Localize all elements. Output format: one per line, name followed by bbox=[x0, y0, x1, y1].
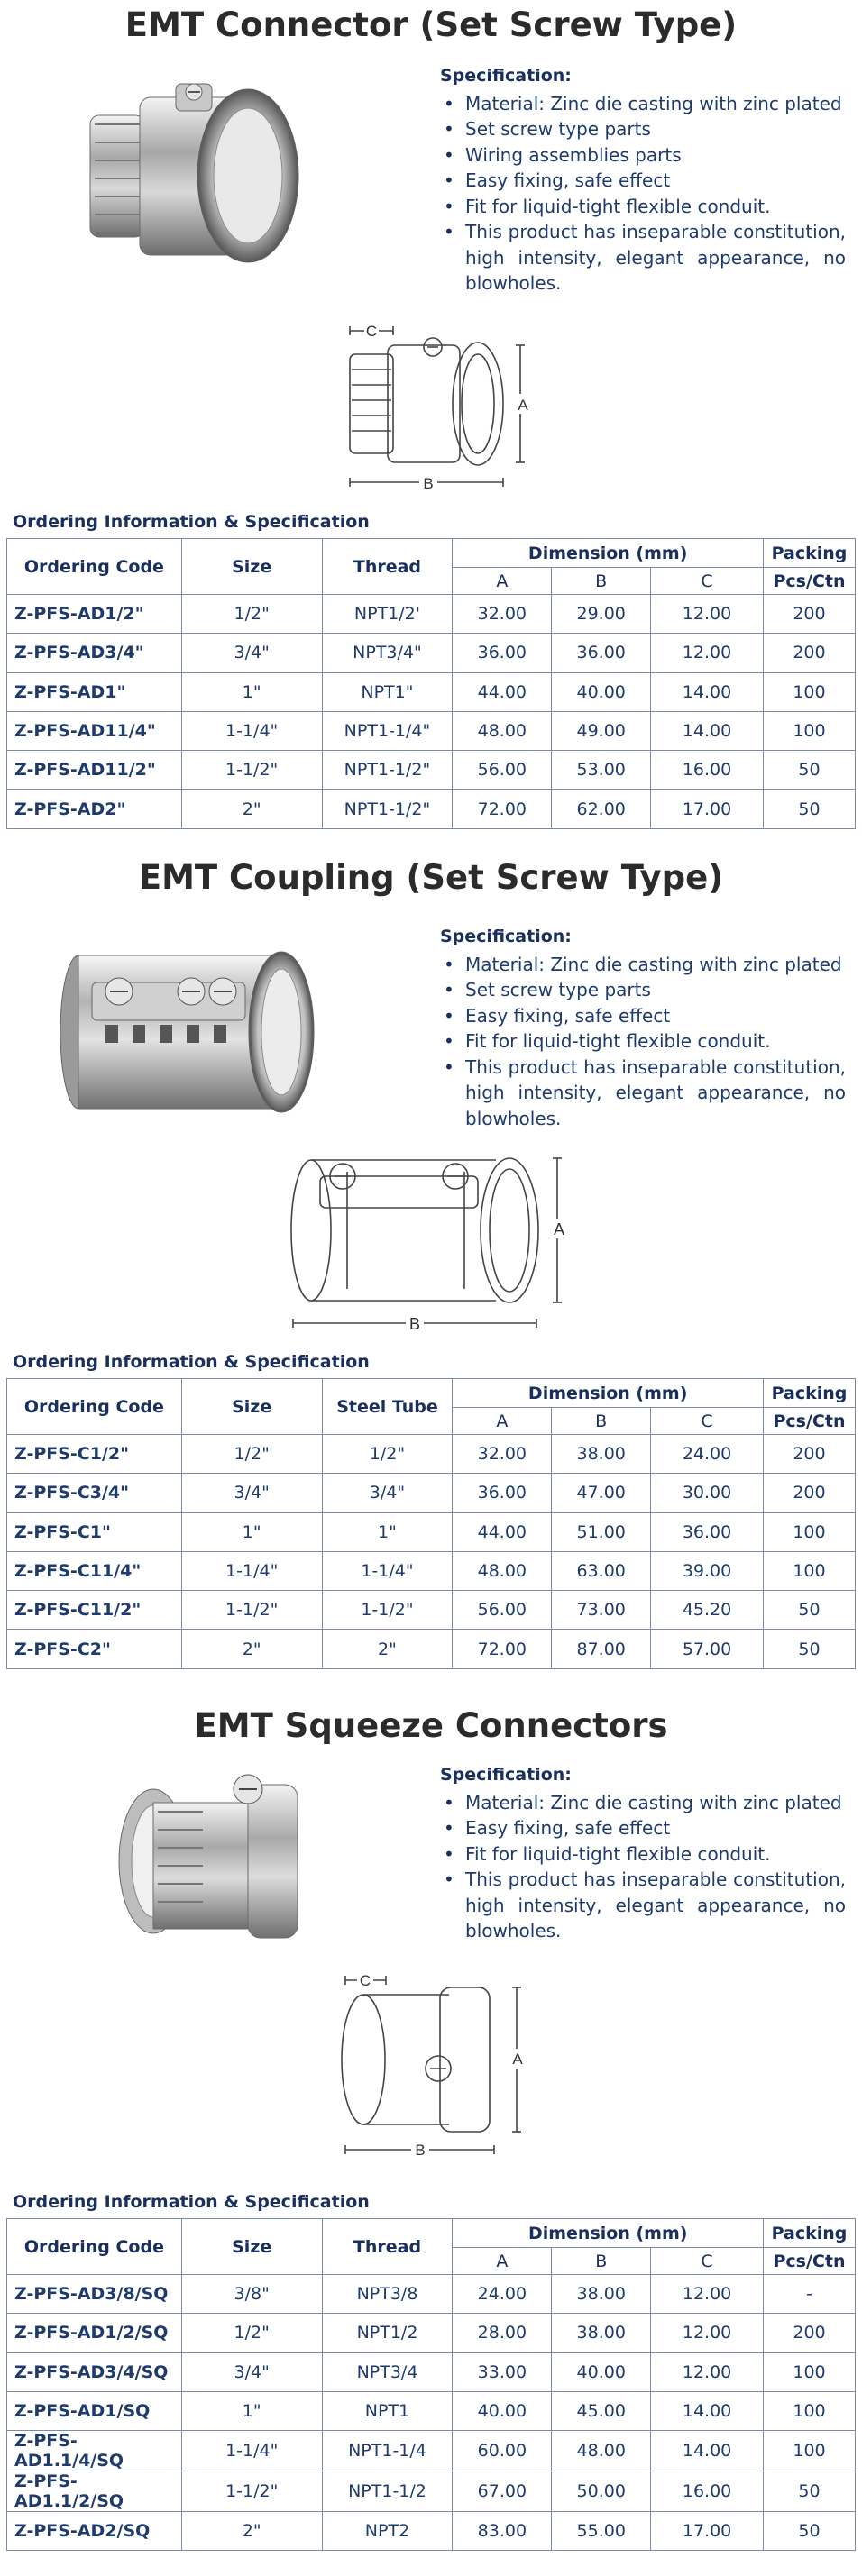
cell-packing: 200 bbox=[763, 595, 855, 634]
cell-packing: 50 bbox=[763, 1591, 855, 1630]
cell-dim-c: 16.00 bbox=[651, 751, 764, 790]
cell-dim-c: 39.00 bbox=[651, 1551, 764, 1590]
coupling-dimension-drawing bbox=[280, 1145, 577, 1343]
cell-dim-c: 12.00 bbox=[651, 2275, 764, 2314]
cell-code: Z-PFS-C3/4" bbox=[7, 1474, 182, 1512]
cell-dim-c: 12.00 bbox=[651, 634, 764, 672]
spec-item: • Easy fixing, safe effect bbox=[440, 168, 846, 194]
cell-size: 2" bbox=[181, 790, 322, 828]
table-row bbox=[7, 672, 856, 711]
cell-dim-b: 48.00 bbox=[552, 2431, 651, 2471]
cell-code: Z-PFS-AD1.1/4/SQ bbox=[7, 2431, 182, 2471]
cell-dim-a: 56.00 bbox=[453, 751, 552, 790]
cell-packing: 50 bbox=[763, 1630, 855, 1668]
ordering-table bbox=[6, 538, 856, 829]
squeeze-dimension-drawing bbox=[332, 1969, 539, 2159]
cell-packing: 200 bbox=[763, 1474, 855, 1512]
spec-heading: Specification: bbox=[440, 66, 572, 86]
cell-packing: 100 bbox=[763, 2431, 855, 2471]
spec-item: • Material: Zinc die casting with zinc plated bbox=[440, 952, 846, 978]
header-size: Size bbox=[181, 2219, 322, 2275]
cell-steel-tube: 1-1/2" bbox=[322, 1591, 453, 1630]
table-row bbox=[7, 1630, 856, 1668]
cell-code: Z-PFS-AD1.1/2/SQ bbox=[7, 2471, 182, 2512]
cell-dim-b: 40.00 bbox=[552, 672, 651, 711]
header-packing: Packing bbox=[763, 1379, 855, 1408]
dim-a-label: A bbox=[512, 2051, 523, 2068]
cell-dim-c: 16.00 bbox=[651, 2471, 764, 2512]
cell-steel-tube: 2" bbox=[322, 1630, 453, 1668]
cell-code: Z-PFS-AD1/2" bbox=[7, 595, 182, 634]
cell-dim-b: 55.00 bbox=[552, 2512, 651, 2551]
spec-heading: Specification: bbox=[440, 927, 572, 946]
cell-code: Z-PFS-AD2/SQ bbox=[7, 2512, 182, 2551]
cell-dim-b: 29.00 bbox=[552, 595, 651, 634]
cell-steel-tube: 3/4" bbox=[322, 1474, 453, 1512]
header-dim-c: C bbox=[651, 568, 764, 595]
cell-thread: NPT1-1/4 bbox=[322, 2431, 453, 2471]
order-heading: Ordering Information & Specification bbox=[13, 2192, 370, 2212]
section-title: EMT Coupling (Set Screw Type) bbox=[138, 858, 724, 897]
connector-dimension-drawing bbox=[334, 320, 541, 500]
spec-item: • Easy fixing, safe effect bbox=[440, 1815, 846, 1841]
header-dim-a: A bbox=[453, 1408, 552, 1435]
cell-dim-b: 38.00 bbox=[552, 2275, 651, 2314]
cell-size: 2" bbox=[181, 1630, 322, 1668]
cell-packing: 50 bbox=[763, 2512, 855, 2551]
table-row bbox=[7, 1474, 856, 1512]
spec-item: • Fit for liquid-tight flexible conduit. bbox=[440, 1841, 846, 1868]
table-row bbox=[7, 1591, 856, 1630]
header-packing-unit: Pcs/Ctn bbox=[763, 2248, 855, 2275]
cell-dim-b: 38.00 bbox=[552, 2314, 651, 2352]
cell-code: Z-PFS-AD1/2/SQ bbox=[7, 2314, 182, 2352]
cell-size: 1-1/2" bbox=[181, 1591, 322, 1630]
cell-size: 1/2" bbox=[181, 595, 322, 634]
dim-c-label: C bbox=[365, 323, 378, 340]
cell-code: Z-PFS-AD11/4" bbox=[7, 711, 182, 750]
cell-dim-c: 36.00 bbox=[651, 1512, 764, 1551]
table-row bbox=[7, 2352, 856, 2391]
dim-a-label: A bbox=[518, 397, 528, 414]
cell-dim-b: 87.00 bbox=[552, 1630, 651, 1668]
cell-thread: NPT1" bbox=[322, 672, 453, 711]
cell-packing: 50 bbox=[763, 2471, 855, 2512]
table-row bbox=[7, 1435, 856, 1474]
cell-steel-tube: 1/2" bbox=[322, 1435, 453, 1474]
cell-thread: NPT1/2' bbox=[322, 595, 453, 634]
header-ordering-code: Ordering Code bbox=[7, 2219, 182, 2275]
header-ordering-code: Ordering Code bbox=[7, 539, 182, 595]
order-heading: Ordering Information & Specification bbox=[13, 1352, 370, 1372]
cell-thread: NPT1-1/2 bbox=[322, 2471, 453, 2512]
section-title: EMT Squeeze Connectors bbox=[194, 1706, 668, 1745]
spec-item: • Wiring assemblies parts bbox=[440, 142, 846, 169]
table-row bbox=[7, 2314, 856, 2352]
header-dim-c: C bbox=[651, 1408, 764, 1435]
cell-dim-b: 40.00 bbox=[552, 2352, 651, 2391]
cell-packing: 100 bbox=[763, 711, 855, 750]
cell-thread: NPT1/2 bbox=[322, 2314, 453, 2352]
cell-dim-c: 14.00 bbox=[651, 2391, 764, 2430]
cell-dim-c: 57.00 bbox=[651, 1630, 764, 1668]
spec-item: • This product has inseparable constitution, high intensity, elegant appearance, no blowholes. bbox=[440, 1867, 846, 1944]
cell-size: 1-1/2" bbox=[181, 751, 322, 790]
cell-dim-c: 14.00 bbox=[651, 2431, 764, 2471]
cell-code: Z-PFS-AD1" bbox=[7, 672, 182, 711]
cell-code: Z-PFS-C1" bbox=[7, 1512, 182, 1551]
cell-dim-a: 56.00 bbox=[453, 1591, 552, 1630]
spec-item: • This product has inseparable constitution, high intensity, elegant appearance, no blowholes. bbox=[440, 219, 846, 297]
cell-dim-a: 44.00 bbox=[453, 672, 552, 711]
cell-size: 1/2" bbox=[181, 2314, 322, 2352]
cell-dim-b: 47.00 bbox=[552, 1474, 651, 1512]
cell-packing: - bbox=[763, 2275, 855, 2314]
cell-dim-a: 32.00 bbox=[453, 1435, 552, 1474]
cell-size: 1-1/4" bbox=[181, 1551, 322, 1590]
cell-thread: NPT1-1/2" bbox=[322, 790, 453, 828]
header-size: Size bbox=[181, 539, 322, 595]
cell-packing: 200 bbox=[763, 1435, 855, 1474]
cell-size: 1-1/4" bbox=[181, 2431, 322, 2471]
cell-dim-b: 73.00 bbox=[552, 1591, 651, 1630]
cell-packing: 100 bbox=[763, 2391, 855, 2430]
spec-heading: Specification: bbox=[440, 1765, 572, 1785]
cell-dim-a: 24.00 bbox=[453, 2275, 552, 2314]
header-thread: Thread bbox=[322, 2219, 453, 2275]
cell-packing: 50 bbox=[763, 790, 855, 828]
table-row bbox=[7, 751, 856, 790]
header-packing-unit: Pcs/Ctn bbox=[763, 568, 855, 595]
cell-size: 1" bbox=[181, 1512, 322, 1551]
cell-dim-c: 14.00 bbox=[651, 711, 764, 750]
cell-packing: 200 bbox=[763, 2314, 855, 2352]
cell-packing: 100 bbox=[763, 1512, 855, 1551]
spec-list bbox=[440, 1790, 846, 1944]
cell-thread: NPT3/4" bbox=[322, 634, 453, 672]
cell-dim-c: 12.00 bbox=[651, 595, 764, 634]
cell-dim-b: 51.00 bbox=[552, 1512, 651, 1551]
cell-dim-a: 48.00 bbox=[453, 1551, 552, 1590]
cell-size: 3/4" bbox=[181, 1474, 322, 1512]
cell-code: Z-PFS-C11/2" bbox=[7, 1591, 182, 1630]
header-dim-c: C bbox=[651, 2248, 764, 2275]
cell-dim-b: 36.00 bbox=[552, 634, 651, 672]
cell-size: 1" bbox=[181, 2391, 322, 2430]
cell-code: Z-PFS-AD3/4" bbox=[7, 634, 182, 672]
cell-dim-a: 83.00 bbox=[453, 2512, 552, 2551]
spec-item: • Fit for liquid-tight flexible conduit. bbox=[440, 194, 846, 220]
cell-dim-a: 72.00 bbox=[453, 790, 552, 828]
cell-dim-a: 72.00 bbox=[453, 1630, 552, 1668]
header-thread: Thread bbox=[322, 539, 453, 595]
cell-code: Z-PFS-AD1/SQ bbox=[7, 2391, 182, 2430]
spec-item: • Set screw type parts bbox=[440, 977, 846, 1003]
spec-item: • Easy fixing, safe effect bbox=[440, 1003, 846, 1029]
cell-dim-a: 48.00 bbox=[453, 711, 552, 750]
cell-dim-c: 17.00 bbox=[651, 790, 764, 828]
table-row bbox=[7, 595, 856, 634]
header-dim-b: B bbox=[552, 2248, 651, 2275]
cell-size: 1-1/2" bbox=[181, 2471, 322, 2512]
cell-code: Z-PFS-AD3/8/SQ bbox=[7, 2275, 182, 2314]
cell-dim-b: 53.00 bbox=[552, 751, 651, 790]
header-size: Size bbox=[181, 1379, 322, 1435]
cell-thread: NPT3/4 bbox=[322, 2352, 453, 2391]
ordering-table bbox=[6, 2218, 856, 2551]
cell-code: Z-PFS-C2" bbox=[7, 1630, 182, 1668]
header-packing: Packing bbox=[763, 2219, 855, 2248]
cell-packing: 100 bbox=[763, 672, 855, 711]
cell-size: 1" bbox=[181, 672, 322, 711]
table-row bbox=[7, 1551, 856, 1590]
spec-item: • Material: Zinc die casting with zinc plated bbox=[440, 1790, 846, 1816]
cell-dim-b: 62.00 bbox=[552, 790, 651, 828]
cell-code: Z-PFS-C11/4" bbox=[7, 1551, 182, 1590]
cell-dim-c: 14.00 bbox=[651, 672, 764, 711]
cell-code: Z-PFS-C1/2" bbox=[7, 1435, 182, 1474]
table-row bbox=[7, 2512, 856, 2551]
cell-steel-tube: 1" bbox=[322, 1512, 453, 1551]
cell-thread: NPT2 bbox=[322, 2512, 453, 2551]
section-title: EMT Connector (Set Screw Type) bbox=[124, 5, 738, 44]
cell-dim-a: 32.00 bbox=[453, 595, 552, 634]
header-dim-a: A bbox=[453, 2248, 552, 2275]
spec-list bbox=[440, 91, 846, 297]
cell-dim-a: 60.00 bbox=[453, 2431, 552, 2471]
header-packing-unit: Pcs/Ctn bbox=[763, 1408, 855, 1435]
table-row bbox=[7, 2431, 856, 2471]
header-dimension: Dimension (mm) bbox=[453, 539, 764, 568]
header-packing: Packing bbox=[763, 539, 855, 568]
header-dim-b: B bbox=[552, 568, 651, 595]
cell-dim-b: 38.00 bbox=[552, 1435, 651, 1474]
cell-dim-c: 17.00 bbox=[651, 2512, 764, 2551]
cell-dim-a: 33.00 bbox=[453, 2352, 552, 2391]
cell-code: Z-PFS-AD2" bbox=[7, 790, 182, 828]
cell-packing: 100 bbox=[763, 1551, 855, 1590]
header-dim-b: B bbox=[552, 1408, 651, 1435]
spec-item: • Set screw type parts bbox=[440, 116, 846, 142]
cell-size: 3/8" bbox=[181, 2275, 322, 2314]
cell-size: 1/2" bbox=[181, 1435, 322, 1474]
cell-thread: NPT1-1/4" bbox=[322, 711, 453, 750]
cell-thread: NPT3/8 bbox=[322, 2275, 453, 2314]
dim-b-label: B bbox=[415, 2142, 426, 2159]
cell-size: 2" bbox=[181, 2512, 322, 2551]
table-row bbox=[7, 2275, 856, 2314]
cell-dim-a: 36.00 bbox=[453, 1474, 552, 1512]
cell-packing: 200 bbox=[763, 634, 855, 672]
table-row bbox=[7, 634, 856, 672]
cell-size: 1-1/4" bbox=[181, 711, 322, 750]
spec-block bbox=[440, 63, 846, 297]
connector-photo bbox=[86, 79, 302, 273]
cell-dim-c: 12.00 bbox=[651, 2352, 764, 2391]
spec-item: • Material: Zinc die casting with zinc plated bbox=[440, 91, 846, 117]
cell-code: Z-PFS-AD3/4/SQ bbox=[7, 2352, 182, 2391]
dim-b-label: B bbox=[423, 475, 434, 492]
spec-item: • This product has inseparable constitution, high intensity, elegant appearance, no blowholes. bbox=[440, 1055, 846, 1132]
spec-item: • Fit for liquid-tight flexible conduit. bbox=[440, 1028, 846, 1055]
cell-dim-b: 49.00 bbox=[552, 711, 651, 750]
table-row bbox=[7, 2391, 856, 2430]
cell-packing: 100 bbox=[763, 2352, 855, 2391]
spec-block bbox=[440, 1762, 846, 1944]
header-dim-a: A bbox=[453, 568, 552, 595]
cell-dim-a: 44.00 bbox=[453, 1512, 552, 1551]
table-row bbox=[7, 711, 856, 750]
order-heading: Ordering Information & Specification bbox=[13, 512, 370, 532]
cell-dim-c: 12.00 bbox=[651, 2314, 764, 2352]
cell-dim-b: 45.00 bbox=[552, 2391, 651, 2430]
cell-dim-b: 63.00 bbox=[552, 1551, 651, 1590]
spec-list bbox=[440, 952, 846, 1132]
cell-packing: 50 bbox=[763, 751, 855, 790]
cell-dim-c: 30.00 bbox=[651, 1474, 764, 1512]
cell-dim-a: 28.00 bbox=[453, 2314, 552, 2352]
table-row bbox=[7, 1512, 856, 1551]
cell-dim-a: 40.00 bbox=[453, 2391, 552, 2430]
dim-a-label: A bbox=[553, 1220, 565, 1238]
header-steel-tube: Steel Tube bbox=[322, 1379, 453, 1435]
cell-dim-c: 45.20 bbox=[651, 1591, 764, 1630]
cell-steel-tube: 1-1/4" bbox=[322, 1551, 453, 1590]
cell-dim-a: 67.00 bbox=[453, 2471, 552, 2512]
header-dimension: Dimension (mm) bbox=[453, 1379, 764, 1408]
spec-block bbox=[440, 924, 846, 1131]
cell-code: Z-PFS-AD11/2" bbox=[7, 751, 182, 790]
cell-dim-a: 36.00 bbox=[453, 634, 552, 672]
cell-thread: NPT1-1/2" bbox=[322, 751, 453, 790]
cell-size: 3/4" bbox=[181, 634, 322, 672]
dim-c-label: C bbox=[359, 1972, 371, 1989]
cell-dim-b: 50.00 bbox=[552, 2471, 651, 2512]
header-dimension: Dimension (mm) bbox=[453, 2219, 764, 2248]
squeeze-connector-photo bbox=[113, 1762, 316, 1951]
cell-thread: NPT1 bbox=[322, 2391, 453, 2430]
cell-dim-c: 24.00 bbox=[651, 1435, 764, 1474]
table-row bbox=[7, 790, 856, 828]
table-row bbox=[7, 2471, 856, 2512]
coupling-photo bbox=[56, 942, 317, 1122]
header-ordering-code: Ordering Code bbox=[7, 1379, 182, 1435]
ordering-table bbox=[6, 1378, 856, 1669]
dim-b-label: B bbox=[408, 1315, 421, 1333]
cell-size: 3/4" bbox=[181, 2352, 322, 2391]
